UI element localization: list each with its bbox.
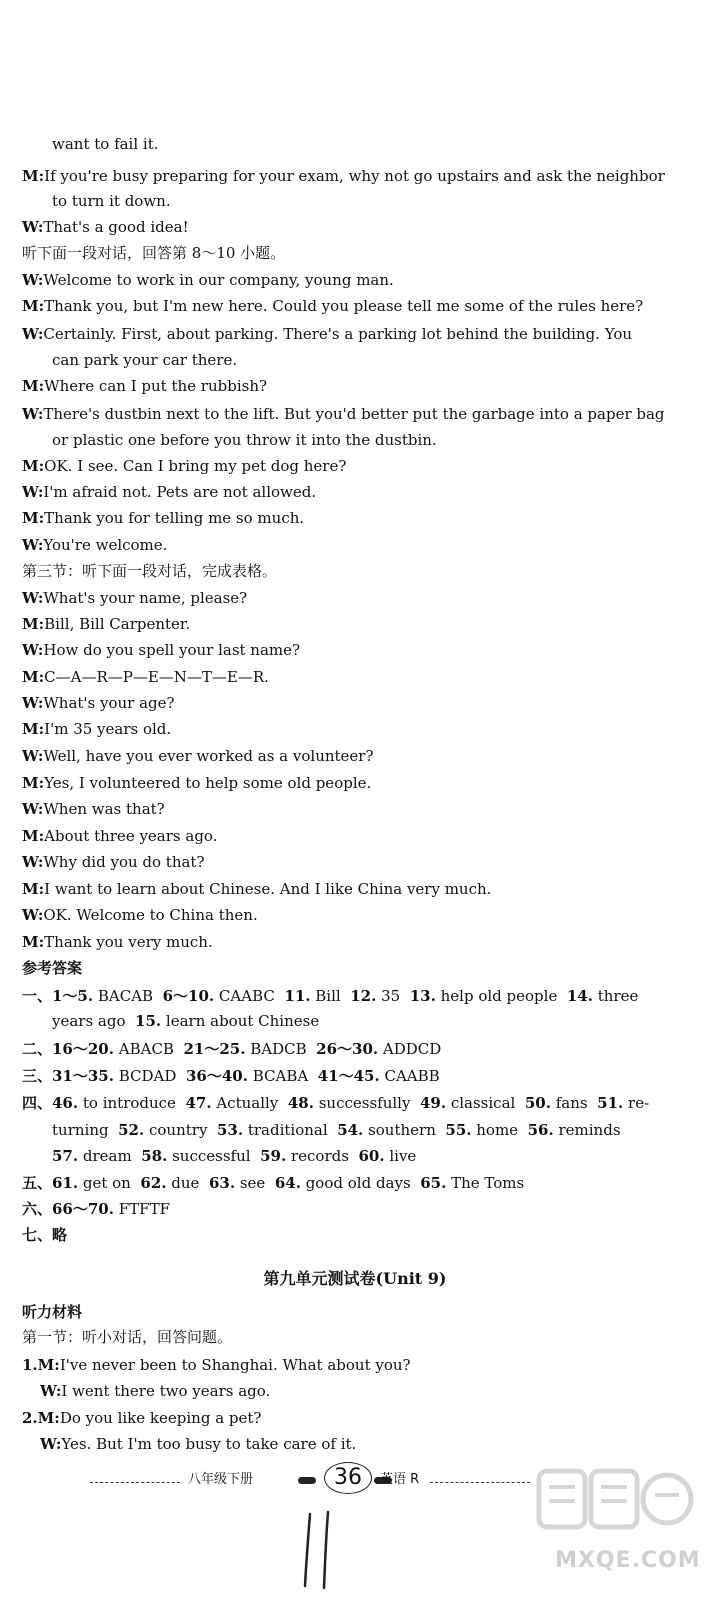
speaker-label: M: xyxy=(22,297,45,315)
answer-row xyxy=(22,986,692,1006)
answer-value: BCDAD xyxy=(113,1067,186,1085)
answers-heading: 参考答案 xyxy=(22,959,83,977)
dialogue-line: or plastic one before you throw it into the dustbin. xyxy=(52,431,437,449)
answer-value: ABACB xyxy=(113,1040,184,1058)
answer-row xyxy=(22,1173,692,1193)
answer-number: 55. xyxy=(445,1121,472,1139)
answer-number: 51. xyxy=(597,1094,624,1112)
unit-title: 第九单元测试卷(Unit 9) xyxy=(263,1269,447,1288)
answer-number: 49. xyxy=(419,1094,447,1112)
dialogue-line: M:If you're busy preparing for your exam, why not go upstairs and ask the neighbor xyxy=(22,167,665,185)
watermark-url: MXQE.COM xyxy=(555,1548,701,1573)
dialogue-line: M:Yes, I volunteered to help some old people. xyxy=(22,774,372,792)
speaker-label: M: xyxy=(22,668,45,686)
answer-row xyxy=(22,1066,692,1086)
answer-number: 50. xyxy=(524,1094,551,1112)
answer-value: help old people xyxy=(435,987,567,1005)
answer-value: turning xyxy=(52,1121,119,1139)
dialogue-line: W:What's your age? xyxy=(22,694,175,712)
section-instruction: 听下面一段对话，回答第 8～10 小题。 xyxy=(22,244,286,262)
dialogue-line: M:Where can I put the rubbish? xyxy=(22,377,268,395)
answer-value: fans xyxy=(550,1094,598,1112)
dialogue-line: M:Thank you, but I'm new here. Could you please tell me some of the rules here? xyxy=(22,297,644,315)
answer-value: CAABB xyxy=(379,1067,440,1085)
speaker-label: M: xyxy=(22,880,45,898)
footer-subject: 英语 R xyxy=(380,1472,420,1487)
speaker-label: M: xyxy=(22,377,45,395)
footer-grade: 八年级下册 xyxy=(188,1472,254,1487)
answer-value: 35 xyxy=(376,987,410,1005)
answer-value: BCABA xyxy=(247,1067,318,1085)
speaker-label: M: xyxy=(37,1356,60,1374)
answer-number: 56. xyxy=(527,1121,554,1139)
speaker-label: M: xyxy=(22,509,45,527)
answer-number: 47. xyxy=(185,1094,212,1112)
dialogue-line: M:Bill, Bill Carpenter. xyxy=(22,615,191,633)
dialogue-line: W:What's your name, please? xyxy=(22,589,248,607)
speaker-label: M: xyxy=(22,615,45,633)
answer-number: 13. xyxy=(409,987,436,1005)
answer-number: 52. xyxy=(118,1121,145,1139)
answer-number: 57. xyxy=(52,1147,79,1165)
listening-heading: 听力材料 xyxy=(22,1303,83,1321)
answer-row xyxy=(22,1039,692,1059)
answer-number: 12. xyxy=(350,987,377,1005)
answer-number: 62. xyxy=(140,1174,167,1192)
answer-number: 59. xyxy=(260,1147,287,1165)
speaker-label: W: xyxy=(22,853,44,871)
answer-number: 26～30. xyxy=(316,1040,379,1058)
dialogue-line: want to fail it. xyxy=(52,135,159,153)
speaker-label: W: xyxy=(22,800,44,818)
question-number: 1. xyxy=(22,1356,38,1374)
answer-value: Bill xyxy=(310,987,351,1005)
question-line: W:Yes. But I'm too busy to take care of it. xyxy=(40,1435,357,1453)
answer-value: records xyxy=(286,1147,359,1165)
speaker-label: W: xyxy=(22,747,44,765)
answer-value: traditional xyxy=(243,1121,338,1139)
dialogue-line: W:I'm afraid not. Pets are not allowed. xyxy=(22,483,317,501)
dialogue-line: W:When was that? xyxy=(22,800,165,818)
answer-value: home xyxy=(471,1121,528,1139)
dialogue-line: W:That's a good idea! xyxy=(22,218,189,236)
speaker-label: W: xyxy=(22,906,44,924)
dialogue-line: W:Well, have you ever worked as a volunteer? xyxy=(22,747,374,765)
dialogue-line: M:Thank you for telling me so much. xyxy=(22,509,305,527)
section-instruction: 第一节：听小对话，回答问题。 xyxy=(22,1328,233,1346)
speaker-label: M: xyxy=(37,1409,60,1427)
speaker-label: W: xyxy=(22,641,44,659)
answer-value: BACAB xyxy=(93,987,163,1005)
dialogue-line: W:You're welcome. xyxy=(22,536,168,554)
dialogue-line: M:I'm 35 years old. xyxy=(22,720,172,738)
answer-value: see xyxy=(235,1174,275,1192)
answer-number: 63. xyxy=(208,1174,236,1192)
footer-divider xyxy=(430,1482,530,1483)
dialogue-line: M:I want to learn about Chinese. And I like China very much. xyxy=(22,880,492,898)
answer-number: 六、66～70. xyxy=(22,1200,114,1218)
question-line: 1.M:I've never been to Shanghai. What about you? xyxy=(22,1356,411,1374)
answer-number: 65. xyxy=(420,1174,447,1192)
answer-number: 36～40. xyxy=(185,1067,248,1085)
answer-number: 一、1～5. xyxy=(22,987,94,1005)
answer-value: successfully xyxy=(313,1094,420,1112)
question-number: 2. xyxy=(22,1409,38,1427)
dialogue-line: M:Thank you very much. xyxy=(22,933,213,951)
answer-number: 64. xyxy=(274,1174,301,1192)
answer-number: 11. xyxy=(284,987,311,1005)
answer-row xyxy=(22,1093,692,1113)
answer-number: 21～25. xyxy=(183,1040,246,1058)
question-line: W:I went there two years ago. xyxy=(40,1382,271,1400)
answer-row xyxy=(22,1199,692,1219)
dialogue-line: W:Why did you do that? xyxy=(22,853,205,871)
answer-value: southern xyxy=(363,1121,446,1139)
answer-value: years ago xyxy=(52,1012,136,1030)
dialogue-line: W:Certainly. First, about parking. There's a parking lot behind the building. You xyxy=(22,325,633,343)
answer-number: 14. xyxy=(566,987,593,1005)
speaker-label: W: xyxy=(22,405,44,423)
speaker-label: M: xyxy=(22,933,45,951)
speaker-label: W: xyxy=(22,694,44,712)
answer-value: three xyxy=(592,987,639,1005)
answer-value: reminds xyxy=(553,1121,621,1139)
speaker-label: W: xyxy=(22,218,44,236)
answer-value: country xyxy=(144,1121,217,1139)
answer-value: re- xyxy=(623,1094,650,1112)
speaker-label: W: xyxy=(22,483,44,501)
answer-number: 6～10. xyxy=(162,987,215,1005)
speaker-label: M: xyxy=(22,457,45,475)
dialogue-line: M:OK. I see. Can I bring my pet dog here? xyxy=(22,457,347,475)
answer-row xyxy=(52,1011,710,1031)
answer-row xyxy=(52,1120,710,1140)
speaker-label: W: xyxy=(22,325,44,343)
answer-value: live xyxy=(384,1147,417,1165)
question-line: 2.M:Do you like keeping a pet? xyxy=(22,1409,262,1427)
footer-divider xyxy=(90,1482,180,1483)
dialogue-line: W:OK. Welcome to China then. xyxy=(22,906,258,924)
speaker-label: W: xyxy=(40,1435,62,1453)
dialogue-line: W:Welcome to work in our company, young man. xyxy=(22,271,394,289)
dialogue-line: M:About three years ago. xyxy=(22,827,218,845)
answer-value: learn about Chinese xyxy=(161,1012,320,1030)
answer-number: 58. xyxy=(141,1147,168,1165)
answer-value: Actually xyxy=(211,1094,288,1112)
answer-value: dream xyxy=(78,1147,142,1165)
answer-number: 54. xyxy=(337,1121,364,1139)
speaker-label: W: xyxy=(22,536,44,554)
answer-row: 七、略 xyxy=(22,1226,68,1244)
answer-value: ADDCD xyxy=(378,1040,442,1058)
handwritten-mark xyxy=(296,1510,346,1590)
answer-value: good old days xyxy=(300,1174,421,1192)
speaker-label: W: xyxy=(40,1382,62,1400)
answer-value: FTFTF xyxy=(113,1200,170,1218)
answer-value: successful xyxy=(167,1147,261,1165)
answer-number: 15. xyxy=(135,1012,162,1030)
speaker-label: M: xyxy=(22,167,45,185)
answer-row xyxy=(52,1146,710,1166)
answer-value: due xyxy=(166,1174,209,1192)
answer-value: get on xyxy=(78,1174,141,1192)
answer-value: CAABC xyxy=(214,987,285,1005)
answer-number: 二、16～20. xyxy=(22,1040,114,1058)
dialogue-line: W:There's dustbin next to the lift. But you'd better put the garbage into a paper bag xyxy=(22,405,665,423)
answer-value: The Toms xyxy=(446,1174,525,1192)
answer-number: 三、31～35. xyxy=(22,1067,114,1085)
speaker-label: W: xyxy=(22,271,44,289)
dialogue-line: to turn it down. xyxy=(52,192,171,210)
answer-number: 41～45. xyxy=(317,1067,380,1085)
answer-number: 四、46. xyxy=(22,1094,79,1112)
speaker-label: M: xyxy=(22,720,45,738)
answer-number: 48. xyxy=(287,1094,314,1112)
speaker-label: W: xyxy=(22,589,44,607)
dialogue-line: W:How do you spell your last name? xyxy=(22,641,301,659)
answer-number: 五、61. xyxy=(22,1174,79,1192)
footer-ornament xyxy=(298,1477,316,1484)
page-number: 36 xyxy=(324,1462,372,1494)
answer-value: classical xyxy=(446,1094,525,1112)
answer-number: 53. xyxy=(216,1121,244,1139)
speaker-label: M: xyxy=(22,827,45,845)
answer-value: to introduce xyxy=(78,1094,186,1112)
dialogue-line: M:C—A—R—P—E—N—T—E—R. xyxy=(22,668,269,686)
speaker-label: M: xyxy=(22,774,45,792)
dialogue-line: can park your car there. xyxy=(52,351,238,369)
answer-value: BADCB xyxy=(245,1040,317,1058)
watermark-logo xyxy=(535,1465,695,1545)
section-instruction: 第三节：听下面一段对话，完成表格。 xyxy=(22,562,278,580)
answer-number: 60. xyxy=(358,1147,385,1165)
